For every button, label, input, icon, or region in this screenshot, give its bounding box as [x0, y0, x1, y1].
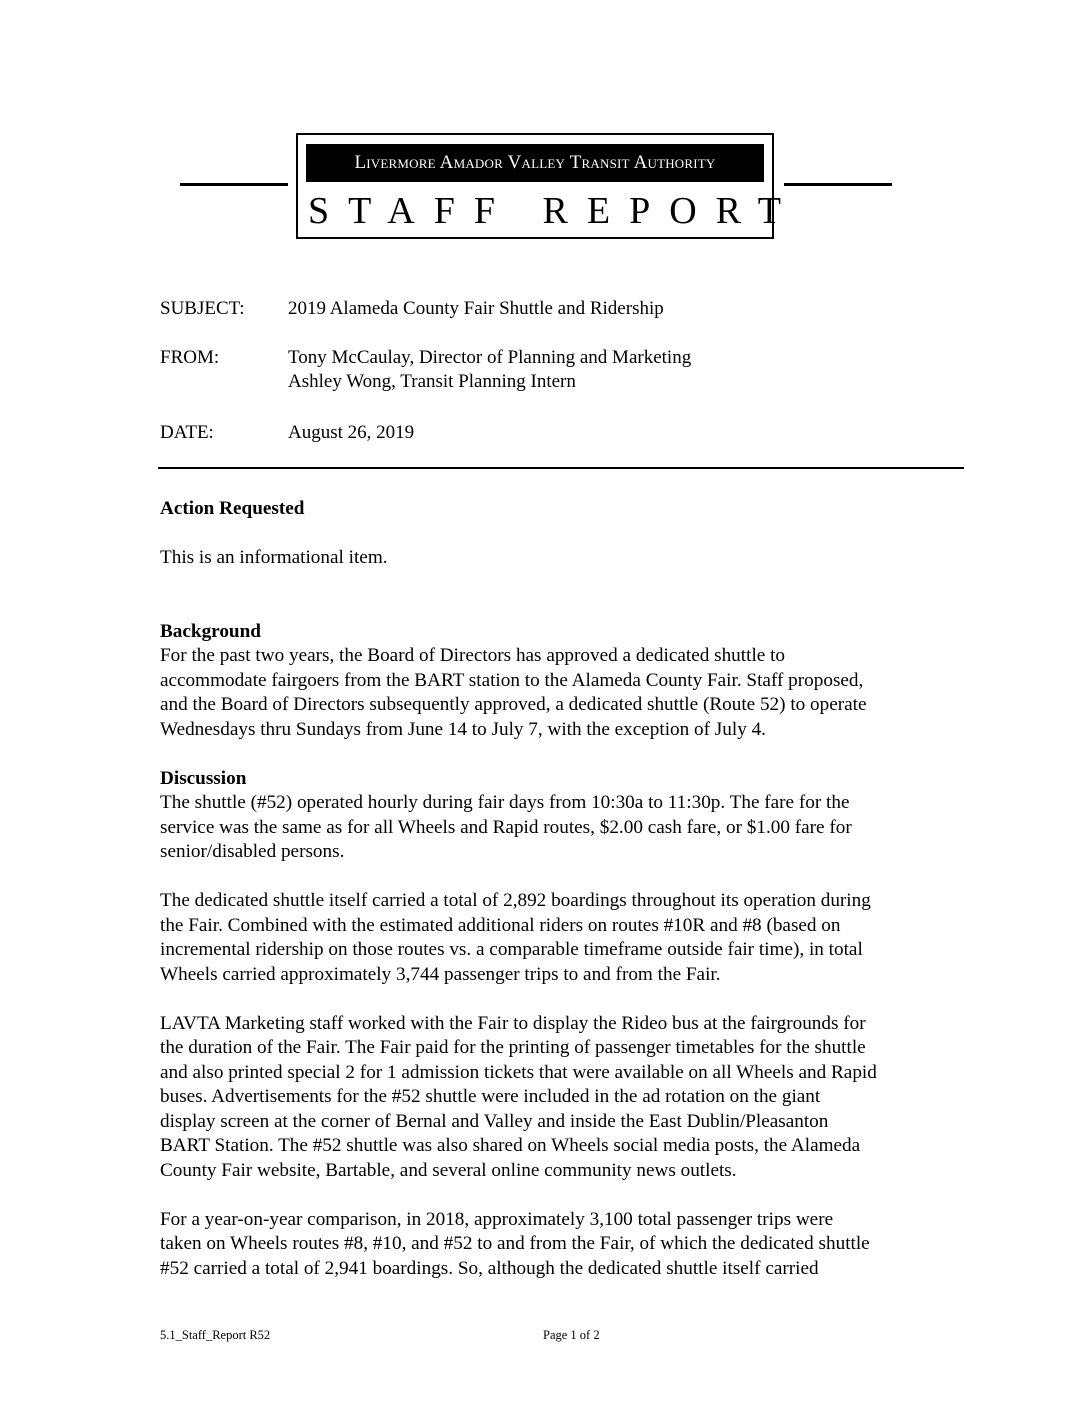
text-line: senior/disabled persons. [160, 841, 345, 862]
date-label: DATE: [160, 422, 214, 443]
discussion-paragraph-1 [160, 791, 970, 865]
text-line: BART Station. The #52 shuttle was also shared on Wheels social media posts, the Alameda [160, 1135, 861, 1156]
text-line: the duration of the Fair. The Fair paid for the printing of passenger timetables for the shuttle [160, 1037, 866, 1058]
text-line: and also printed special 2 for 1 admission tickets that were available on all Wheels and Rapid [160, 1061, 877, 1083]
date-value: August 26, 2019 [288, 422, 415, 443]
text-line: #52 carried a total of 2,941 boardings. So, although the dedicated shuttle itself carried [160, 1257, 819, 1279]
header-divider [158, 467, 964, 469]
text-line: The shuttle (#52) operated hourly during fair days from 10:30a to 11:30p. The fare for the [160, 792, 850, 813]
discussion-paragraph-4 [160, 1208, 970, 1282]
text-line: For a year-on-year comparison, in 2018, approximately 3,100 total passenger trips were [160, 1208, 834, 1230]
discussion-heading: Discussion [160, 767, 247, 789]
text-line: accommodate fairgoers from the BART station to the Alameda County Fair. Staff proposed, [160, 669, 864, 691]
letterhead [296, 133, 800, 239]
subject-label: SUBJECT: [160, 298, 245, 319]
text-line: service was the same as for all Wheels and Rapid routes, $2.00 cash fare, or $1.00 fare for [160, 816, 852, 838]
agency-banner: Livermore Amador Valley Transit Authority [306, 144, 764, 182]
discussion-paragraph-3 [160, 1012, 970, 1184]
background-text [160, 644, 970, 742]
text-line: the Fair. Combined with the estimated additional riders on routes #10R and #8 (based on [160, 914, 841, 936]
from-label: FROM: [160, 347, 220, 368]
report-body [160, 497, 970, 1281]
letterhead-rule-left [180, 183, 288, 186]
text-line: The dedicated shuttle itself carried a total of 2,892 boardings throughout its operation during [160, 890, 871, 911]
text-line: buses. Advertisements for the #52 shuttle were included in the ad rotation on the giant [160, 1086, 821, 1107]
text-line: taken on Wheels routes #8, #10, and #52 to and from the Fair, of which the dedicated shuttle [160, 1233, 870, 1254]
footer-page-number: Page 1 of 2 [543, 1328, 600, 1342]
action-requested-heading: Action Requested [160, 498, 305, 519]
from-line: Ashley Wong, Transit Planning Intern [288, 371, 576, 392]
background-heading: Background [160, 620, 261, 642]
discussion-paragraph-2 [160, 889, 970, 987]
text-line: This is an informational item. [160, 547, 388, 568]
text-line: For the past two years, the Board of Directors has approved a dedicated shuttle to [160, 645, 786, 666]
letterhead-rule-right [784, 183, 892, 186]
subject-value: 2019 Alameda County Fair Shuttle and Ridership [288, 298, 664, 319]
text-line: County Fair website, Bartable, and several online community news outlets. [160, 1159, 737, 1181]
from-value [288, 346, 691, 394]
footer-filename: 5.1_Staff_Report R52 [160, 1328, 271, 1342]
text-line: incremental ridership on those routes vs. a comparable timeframe outside fair time), in total [160, 939, 863, 960]
text-line: and the Board of Directors subsequently approved, a dedicated shuttle (Route 52) to operate [160, 694, 867, 715]
text-line: display screen at the corner of Bernal and Valley and inside the East Dublin/Pleasanton [160, 1110, 829, 1132]
report-title: STAFF REPORT [308, 190, 800, 232]
text-line: Wednesdays thru Sundays from June 14 to July 7, with the exception of July 4. [160, 718, 766, 740]
from-line: Tony McCaulay, Director of Planning and Marketing [288, 347, 692, 368]
text-line: Wheels carried approximately 3,744 passenger trips to and from the Fair. [160, 963, 721, 985]
text-line: LAVTA Marketing staff worked with the Fair to display the Rideo bus at the fairgrounds for [160, 1012, 866, 1034]
